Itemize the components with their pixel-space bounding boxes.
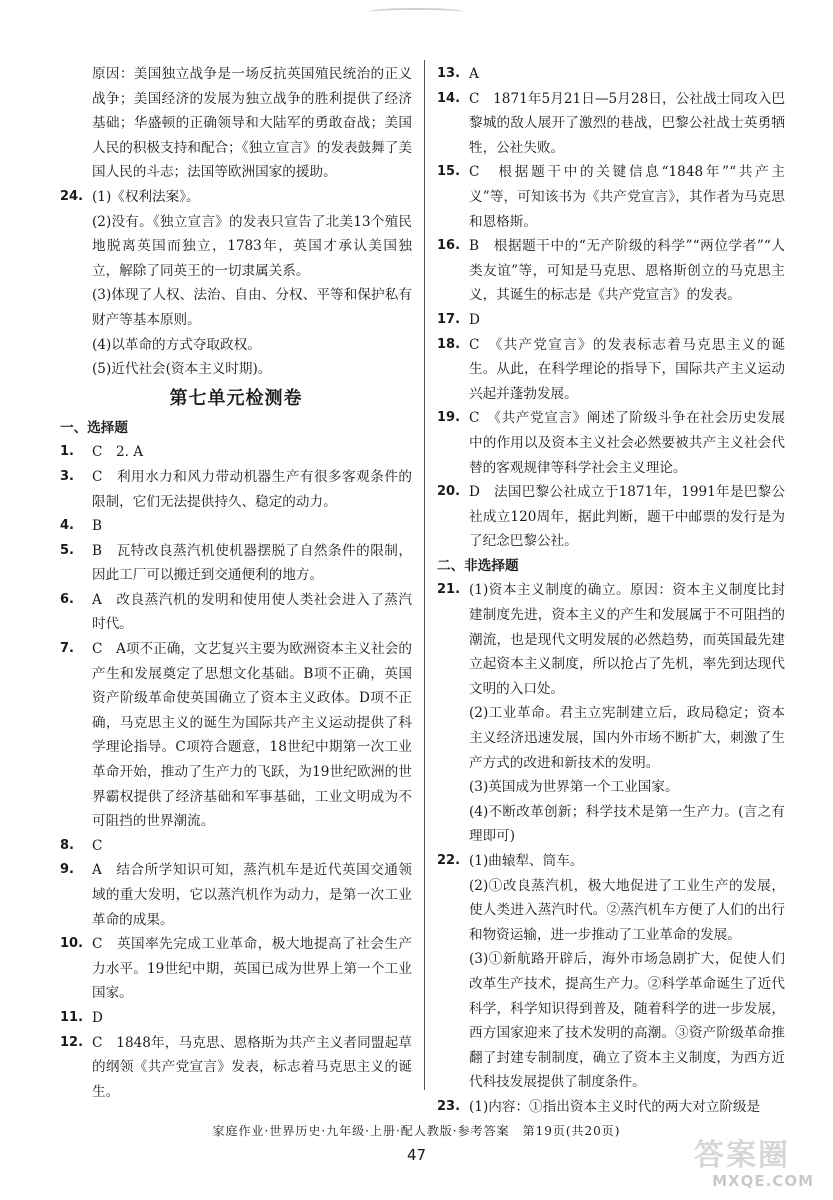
answer-item bbox=[60, 440, 412, 465]
left-column bbox=[60, 62, 412, 1104]
answer-number: 5. bbox=[60, 542, 74, 558]
answer-number: 22. bbox=[437, 853, 461, 868]
answer-text: C bbox=[92, 837, 103, 854]
answer-item bbox=[60, 514, 412, 539]
answer-24-part3: (3)体现了人权、法治、自由、分权、平等和保护私有财产等基本原则。 bbox=[92, 287, 412, 328]
answer-item bbox=[60, 539, 412, 588]
answer-text: D 法国巴黎公社成立于1871年，1991年是巴黎公社成立120周年，据此判断，题干中邮票的发行是为了纪念巴黎公社。 bbox=[469, 484, 785, 550]
answer-number: 9. bbox=[60, 862, 74, 878]
answer-24 bbox=[60, 185, 412, 210]
answer-21-part4: (4)不断改革创新；科学技术是第一生产力。(言之有理即可) bbox=[469, 803, 785, 845]
answer-24-part5: (5)近代社会(资本主义时期)。 bbox=[92, 361, 272, 378]
answer-number: 6. bbox=[60, 591, 74, 607]
answer-number: 19. bbox=[437, 410, 461, 426]
answer-21-part2: (2)工业革命。君主立宪制建立后，政局稳定；资本主义经济迅速发展，国内外市场不断扩大，刺激了生产方式的改进和新技术的发明。 bbox=[469, 705, 785, 771]
answer-number: 17. bbox=[437, 311, 461, 327]
answer-22 bbox=[437, 849, 785, 874]
answer-item bbox=[437, 234, 785, 308]
answer-item bbox=[60, 858, 412, 932]
answer-text: C 利用水力和风力带动机器生产有很多客观条件的限制，它们无法提供持久、稳定的动力。 bbox=[92, 468, 412, 510]
page-footer: 家庭作业·世界历史·九年级·上册·配人教版·参考答案 第19页(共20页) bbox=[212, 1124, 621, 1138]
answer-item bbox=[60, 932, 412, 1006]
answer-number: 3. bbox=[60, 468, 74, 484]
watermark-badge: 答案圈 bbox=[694, 1138, 790, 1173]
answer-text: C 《共产党宣言》的发表标志着马克思主义的诞生。从此，在科学理论的指导下，国际共产主义运动兴起并蓬勃发展。 bbox=[469, 336, 785, 402]
answer-24-part1: (1)《权利法案》。 bbox=[92, 188, 200, 205]
answer-22-part2: (2)①改良蒸汽机，极大地促进了工业生产的发展，使人类进入蒸汽时代。②蒸汽机车方便了人们的出行和物资运输，进一步推动了工业革命的发展。 bbox=[469, 877, 785, 943]
heading-non-choice: 二、非选择题 bbox=[437, 557, 519, 574]
answer-item bbox=[60, 465, 412, 514]
answer-item bbox=[437, 406, 785, 480]
answer-text: B 根据题干中的“无产阶级的科学”“两位学者”“人类友谊”等，可知是马克思、恩格斯创立的马克思主义，其诞生的标志是《共产党宣言》的发表。 bbox=[469, 238, 785, 304]
answer-number: 20. bbox=[437, 484, 461, 500]
section-title: 第七单元检测卷 bbox=[169, 387, 303, 409]
answer-text: C 1871年5月21日—5月28日，公社战士同攻入巴黎城的敌人展开了激烈的巷战，巴黎公社战士英勇牺牲，公社失败。 bbox=[469, 90, 785, 156]
answer-number: 24. bbox=[60, 188, 84, 204]
answer-text: C A项不正确，文艺复兴主要为欧洲资本主义社会的产生和发展奠定了思想文化基础。B项不正确，英国资产阶级革命使英国确立了资本主义政体。D项不正确，马克思主义的诞生为国际共产主义运动提供了科学理论指导。C项符合题意，18世纪中期第一次工业革命开始，推动了生产力的飞跃，为19世纪欧洲的世界霸权提供了经济基础和军事基础，工业文明成为不可阻挡的世界潮流。 bbox=[92, 641, 412, 830]
answer-text: C 1848年，马克思、恩格斯为共产主义者同盟起草的纲领《共产党宣言》发表，标志着马克思主义的诞生。 bbox=[92, 1034, 412, 1100]
answer-text: B bbox=[92, 518, 102, 535]
answer-text: C 《共产党宣言》阐述了阶级斗争在社会历史发展中的作用以及资本主义社会必然要被共产主义社会代替的客观规律等科学社会主义理论。 bbox=[469, 410, 785, 476]
answer-number: 16. bbox=[437, 238, 461, 254]
answer-text: A bbox=[469, 66, 479, 82]
answer-22-part1: (1)曲辕犁、筒车。 bbox=[469, 853, 584, 869]
top-decoration bbox=[368, 8, 464, 16]
answer-number: 13. bbox=[437, 66, 461, 81]
heading-multiple-choice: 一、选择题 bbox=[60, 419, 128, 436]
answer-number: 1. bbox=[60, 444, 74, 460]
answer-text: C 2. A bbox=[92, 444, 144, 461]
answer-item bbox=[60, 637, 412, 834]
answer-21 bbox=[437, 578, 785, 701]
answer-21-part3: (3)英国成为世界第一个工业国家。 bbox=[469, 779, 679, 796]
column-divider bbox=[424, 60, 425, 1090]
answer-number: 8. bbox=[60, 837, 74, 853]
answer-24-part4: (4)以革命的方式夺取政权。 bbox=[92, 336, 261, 353]
watermark-site: MXQE.COM bbox=[712, 1172, 814, 1190]
answer-number: 4. bbox=[60, 518, 74, 534]
answer-23-part1: (1)内容：①指出资本主义时代的两大对立阶级是 bbox=[469, 1098, 761, 1115]
answer-number: 14. bbox=[437, 90, 461, 106]
answer-text: A 结合所学知识可知，蒸汽机车是近代英国交通领域的重大发明，它以蒸汽机作为动力，是第一次工业革命的成果。 bbox=[92, 862, 412, 928]
answer-item bbox=[60, 1031, 412, 1105]
answer-number: 15. bbox=[437, 164, 461, 180]
answer-item bbox=[60, 834, 412, 859]
right-column bbox=[437, 62, 785, 1120]
page-number: 47 bbox=[406, 1146, 427, 1164]
answer-item bbox=[437, 308, 785, 333]
answer-number: 11. bbox=[60, 1009, 84, 1025]
watermark-logo bbox=[690, 1128, 820, 1194]
answer-23 bbox=[437, 1095, 785, 1120]
answer-text: A 改良蒸汽机的发明和使用使人类社会进入了蒸汽时代。 bbox=[92, 591, 412, 633]
answer-text: C 英国率先完成工业革命，极大地提高了社会生产力水平。19世纪中期，英国已成为世界上第一个工业国家。 bbox=[92, 936, 412, 1002]
answer-number: 10. bbox=[60, 936, 84, 952]
answer-23-continued: 原因：美国独立战争是一场反抗英国殖民统治的正义战争；美国经济的发展为独立战争的胜利提供了经济基础；华盛顿的正确领导和大陆军的勇敢奋战；美国人民的积极支持和配合；《独立宣言》的发表鼓舞了美国人民的斗志；法国等欧洲国家的援助。 bbox=[92, 66, 412, 181]
answer-text: B 瓦特改良蒸汽机使机器摆脱了自然条件的限制，因此工厂可以搬迁到交通便利的地方。 bbox=[92, 542, 412, 584]
answer-item bbox=[437, 333, 785, 407]
answer-text: C 根据题干中的关键信息“1848年”“共产主义”等，可知该书为《共产党宣言》，其作者为马克思和恩格斯。 bbox=[469, 164, 785, 230]
answer-24-part2: (2)没有。《独立宣言》的发表只宣告了北美13个殖民地脱离英国而独立，1783年，英国才承认美国独立，解除了同英王的一切隶属关系。 bbox=[92, 213, 412, 279]
answer-22-part3: (3)①新航路开辟后，海外市场急剧扩大，促使人们改革生产技术，提高生产力。②科学革命诞生了近代科学，科学知识得到普及，随着科学的进一步发展，西方国家迎来了技术发明的高潮。③资产阶级革命推翻了封建专制制度，确立了资本主义制度，为西方近代科技发展提供了制度条件。 bbox=[469, 951, 785, 1091]
answer-number: 7. bbox=[60, 641, 74, 657]
answer-number: 23. bbox=[437, 1098, 461, 1114]
answer-item bbox=[60, 588, 412, 637]
answer-item bbox=[60, 1006, 412, 1031]
answer-item bbox=[437, 480, 785, 554]
answer-item bbox=[437, 160, 785, 234]
answer-item bbox=[437, 62, 785, 87]
answer-number: 21. bbox=[437, 582, 461, 598]
answer-item bbox=[437, 87, 785, 161]
answer-21-part1: (1)资本主义制度的确立。原因：资本主义制度比封建制度先进，资本主义的产生和发展属于不可阻挡的潮流，也是现代文明发展的必然趋势，而英国最先建立起资本主义制度，所以抢占了先机，率先到达现代文明的入口处。 bbox=[469, 582, 785, 697]
answer-number: 12. bbox=[60, 1034, 84, 1050]
answer-text: D bbox=[92, 1009, 103, 1026]
answer-text: D bbox=[469, 311, 480, 328]
answer-number: 18. bbox=[437, 336, 461, 352]
